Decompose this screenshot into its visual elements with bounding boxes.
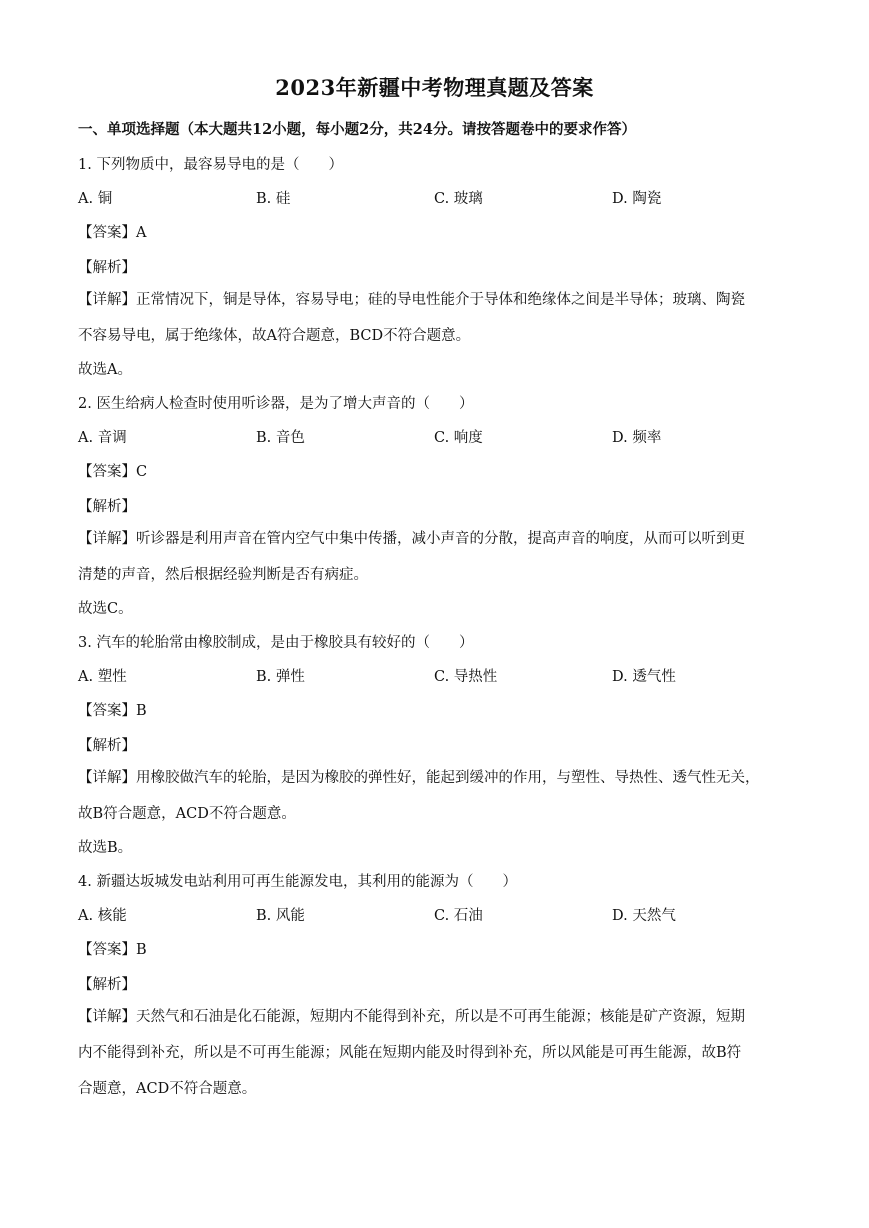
- question-3-answer: 【答案】B: [78, 703, 147, 719]
- detail-line: 【详解】天然气和石油是化石能源，短期内不能得到补充，所以是不可再生能源；核能是矿产资源，短期: [78, 1009, 745, 1025]
- question-1-answer: 【答案】A: [78, 225, 147, 241]
- option-b: B. 风能: [256, 908, 305, 924]
- question-4-analysis-label: 【解析】: [78, 977, 136, 993]
- option-c: C. 导热性: [434, 669, 498, 685]
- option-d: D. 陶瓷: [612, 191, 662, 207]
- question-2-options: [78, 426, 798, 448]
- option-c: C. 石油: [434, 908, 483, 924]
- option-a: A. 塑性: [78, 669, 127, 685]
- option-d: D. 频率: [612, 430, 662, 446]
- question-4-detail: [78, 999, 790, 1107]
- question-2-analysis-label: 【解析】: [78, 499, 136, 515]
- option-a: A. 音调: [78, 430, 127, 446]
- question-3-options: [78, 665, 798, 687]
- option-b: B. 音色: [256, 430, 305, 446]
- detail-line: 不容易导电，属于绝缘体，故A符合题意，BCD不符合题意。: [78, 328, 471, 344]
- question-1-options: [78, 187, 798, 209]
- question-2-conclusion: 故选C。: [78, 601, 133, 617]
- option-d: D. 天然气: [612, 908, 676, 924]
- detail-line: 合题意，ACD不符合题意。: [78, 1081, 257, 1097]
- section-heading: 一、单项选择题（本大题共12小题，每小题2分，共24分。请按答题卷中的要求作答）: [78, 121, 636, 138]
- option-b: B. 弹性: [256, 669, 305, 685]
- question-1-detail: [78, 282, 790, 354]
- detail-line: 【详解】用橡胶做汽车的轮胎，是因为橡胶的弹性好，能起到缓冲的作用，与塑性、导热性、透气性无关，: [78, 770, 760, 786]
- detail-line: 故B符合题意，ACD不符合题意。: [78, 806, 296, 822]
- detail-line: 【详解】正常情况下，铜是导体，容易导电；硅的导电性能介于导体和绝缘体之间是半导体；玻璃、陶瓷: [78, 292, 745, 308]
- option-c: C. 响度: [434, 430, 483, 446]
- detail-line: 【详解】听诊器是利用声音在管内空气中集中传播，减小声音的分散，提高声音的响度，从而可以听到更: [78, 531, 745, 547]
- question-1-analysis-label: 【解析】: [78, 260, 136, 276]
- question-3-detail: [78, 760, 790, 832]
- option-c: C. 玻璃: [434, 191, 483, 207]
- question-2-stem: 2. 医生给病人检查时使用听诊器，是为了增大声音的（ ）: [78, 396, 474, 412]
- question-4-options: [78, 904, 798, 926]
- page-title: 2023年新疆中考物理真题及答案: [275, 75, 594, 100]
- question-4-answer: 【答案】B: [78, 942, 147, 958]
- question-1-stem: 1. 下列物质中，最容易导电的是（ ）: [78, 157, 343, 173]
- question-4-stem: 4. 新疆达坂城发电站利用可再生能源发电，其利用的能源为（ ）: [78, 874, 517, 890]
- option-b: B. 硅: [256, 191, 291, 207]
- option-d: D. 透气性: [612, 669, 676, 685]
- question-3-stem: 3. 汽车的轮胎常由橡胶制成，是由于橡胶具有较好的（ ）: [78, 635, 474, 651]
- question-2-detail: [78, 521, 790, 593]
- option-a: A. 核能: [78, 908, 127, 924]
- option-a: A. 铜: [78, 191, 113, 207]
- question-1-conclusion: 故选A。: [78, 362, 132, 378]
- detail-line: 内不能得到补充，所以是不可再生能源；风能在短期内能及时得到补充，所以风能是可再生能源，故B符: [78, 1045, 742, 1061]
- question-3-conclusion: 故选B。: [78, 840, 133, 856]
- question-2-answer: 【答案】C: [78, 464, 148, 480]
- detail-line: 清楚的声音，然后根据经验判断是否有病症。: [78, 567, 368, 583]
- question-3-analysis-label: 【解析】: [78, 738, 136, 754]
